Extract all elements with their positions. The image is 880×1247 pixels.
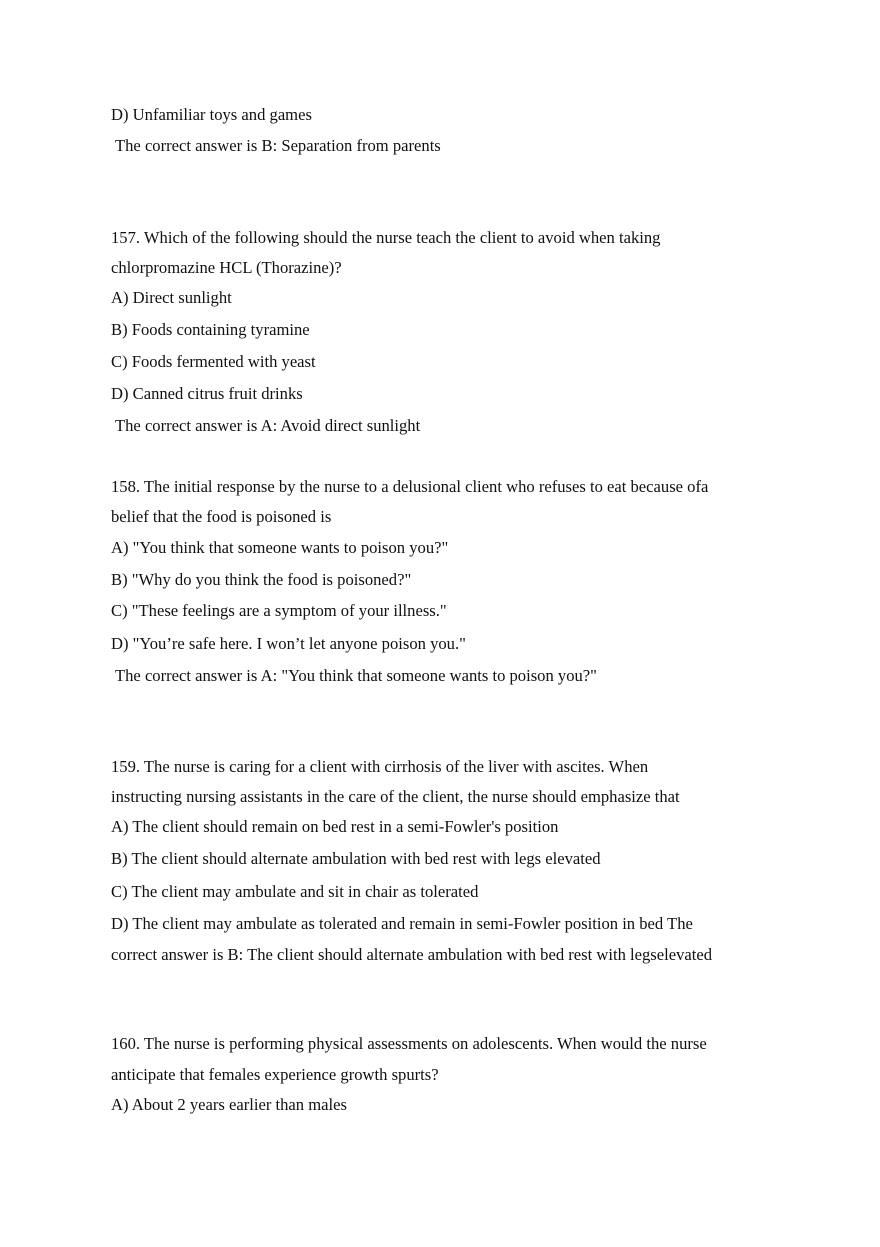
option-c-157: C) Foods fermented with yeast [111, 352, 316, 371]
question-159-line-1: 159. The nurse is caring for a client with cirrhosis of the liver with ascites. When [111, 757, 649, 776]
answer-159: correct answer is B: The client should alternate ambulation with bed rest with legselevated [111, 945, 713, 964]
option-b-158: B) "Why do you think the food is poisoned?" [111, 570, 412, 589]
answer-156: The correct answer is B: Separation from parents [115, 136, 441, 155]
answer-158: The correct answer is A: "You think that someone wants to poison you?" [115, 666, 597, 685]
question-158-line-2: belief that the food is poisoned is [111, 507, 332, 526]
option-c-159: C) The client may ambulate and sit in chair as tolerated [111, 882, 479, 901]
option-d-157: D) Canned citrus fruit drinks [111, 384, 303, 403]
option-c-158: C) "These feelings are a symptom of your illness." [111, 601, 447, 620]
option-d-159: D) The client may ambulate as tolerated and remain in semi-Fowler position in bed The [111, 914, 693, 933]
question-157-line-2: chlorpromazine HCL (Thorazine)? [111, 258, 342, 277]
option-d-158: D) "You’re safe here. I won’t let anyone poison you." [111, 634, 466, 653]
option-d-156: D) Unfamiliar toys and games [111, 105, 312, 124]
question-158-line-1: 158. The initial response by the nurse to a delusional client who refuses to eat because ofa [111, 477, 709, 496]
option-a-159: A) The client should remain on bed rest in a semi-Fowler's position [111, 817, 559, 836]
question-159-line-2: instructing nursing assistants in the care of the client, the nurse should emphasize that [111, 787, 680, 806]
option-b-157: B) Foods containing tyramine [111, 320, 310, 339]
answer-157: The correct answer is A: Avoid direct sunlight [115, 416, 421, 435]
option-a-160: A) About 2 years earlier than males [111, 1095, 347, 1114]
question-160-line-2: anticipate that females experience growth spurts? [111, 1065, 439, 1084]
option-a-158: A) "You think that someone wants to poison you?" [111, 538, 449, 557]
question-160-line-1: 160. The nurse is performing physical assessments on adolescents. When would the nurse [111, 1034, 707, 1053]
option-b-159: B) The client should alternate ambulation with bed rest with legs elevated [111, 849, 601, 868]
option-a-157: A) Direct sunlight [111, 288, 232, 307]
question-157-line-1: 157. Which of the following should the nurse teach the client to avoid when taking [111, 228, 661, 247]
